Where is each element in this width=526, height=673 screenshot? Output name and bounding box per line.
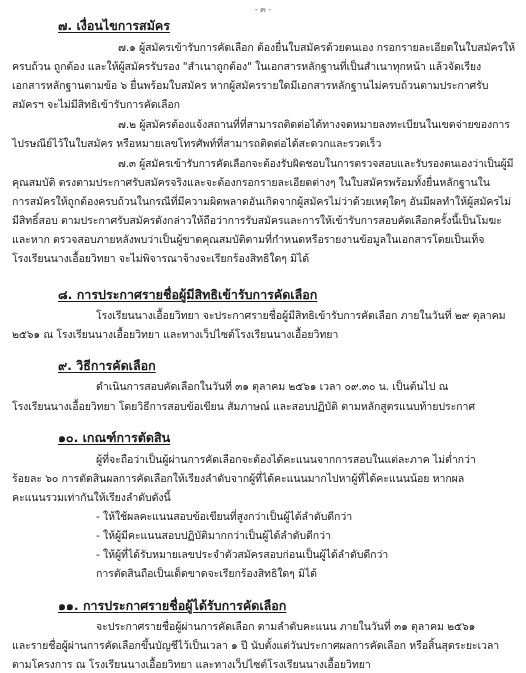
paragraph-line: การตัดสินถือเป็นเด็ดขาดจะเรียกร้องสิทธิใดๆ มิได้ [96, 568, 317, 580]
paragraph-line: สมัครฯ จะไม่มีสิทธิเข้ารับการคัดเลือก [12, 99, 180, 111]
paragraph-line: เอกสารหลักฐานตามข้อ ๖ ยื่นพร้อมใบสมัคร หากผู้สมัครรายใดมีเอกสารหลักฐานไม่ครบถ้วนตามประกาศรับ [12, 80, 489, 92]
criteria-bullet: - ให้ผู้ที่ได้รับหมายเลขประจำตัวสมัครสอบก่อนเป็นผู้ได้ลำดับดีกว่า [96, 549, 389, 561]
paragraph-line: ไปรษณีย์ไว้ในใบสมัคร หรือหมายเลขโทรศัพท์ที่สามารถติดต่อได้สะดวกและรวดเร็ว [12, 138, 382, 150]
paragraph-line: และรายชื่อผู้ผ่านการคัดเลือกขึ้นบัญชีไว้เป็นเวลา ๑ ปี นับตั้งแต่วันประกาศผลการคัดเลือก หรือสิ้นสุดระยะเวลา [12, 640, 500, 652]
paragraph-line: จะประกาศรายชื่อผู้ผ่านการคัดเลือก ตามลำดับคะแนน ภายในวันที่ ๓๑ ตุลาคม ๒๕๖๑ [96, 621, 476, 633]
section-title-selection-method: ๙. วิธีการคัดเลือก [58, 358, 156, 373]
paragraph-line: มีสิทธิ์สอบ ตามประกาศรับสมัครดังกล่าวให้ถือว่าการรับสมัครและการให้เข้ารับการสอบคัดเลือกครั้งนี้เป็นโมฆะ [12, 215, 502, 227]
section-title-eligible-list: ๘. การประกาศรายชื่อผู้มีสิทธิเข้ารับการคัดเลือก [58, 287, 318, 302]
criteria-bullet: - ให้ผู้มีคะแนนสอบปฏิบัติมากกว่าเป็นผู้ได้ลำดับดีกว่า [96, 530, 331, 542]
paragraph-line: คุณสมบัติ ตรงตามประกาศรับสมัครจริงและจะต้องกรอกรายละเอียดต่างๆ ในใบสมัครพร้อมทั้งยื่นหลักฐานใน [12, 177, 490, 189]
paragraph-line: ตามโครงการ ณ โรงเรียนนางเอื้อยวิทยา และทางเว็ปไซต์โรงเรียนนางเอื้อยวิทยา [12, 659, 371, 671]
paragraph-line: ดำเนินการสอบคัดเลือกในวันที่ ๓๑ ตุลาคม ๒๕๖๑ เวลา ๐๙.๓๐ น. เป็นต้นไป ณ [96, 381, 449, 393]
paragraph-line: โรงเรียนนางเอื้อยวิทยา จะไม่พิจารณาจ้างจะเรียกร้องสิทธิใดๆ มิได้ [12, 253, 309, 265]
section-title-judging-criteria: ๑๐. เกณฑ์การตัดสิน [58, 430, 171, 445]
paragraph-line: โรงเรียนนางเอื้อยวิทยา จะประกาศรายชื่อผู้มีสิทธิเข้ารับการคัดเลือก ภายในวันที่ ๒๙ ตุลาคม [96, 310, 506, 322]
page-number: - ๓ - [254, 5, 272, 14]
section-title-selected-list: ๑๑. การประกาศรายชื่อผู้ได้รับการคัดเลือก [58, 598, 287, 613]
paragraph-line: ๗.๒ ผู้สมัครต้องแจ้งสถานที่ที่สามารถติดต่อได้ทางจดหมายลงทะเบียนในเขตจ่ายของการ [118, 119, 510, 131]
paragraph-line: โรงเรียนนางเอื้อยวิทยา โดยวิธีการสอบข้อเขียน สัมภาษณ์ และสอบปฏิบัติ ตามหลักสูตรแนบท้ายประกาศ [12, 401, 475, 413]
paragraph-line: คะแนนรวมเท่ากันให้เรียงลำดับดังนี้ [12, 492, 171, 504]
paragraph-line: ๗.๑ ผู้สมัครเข้ารับการคัดเลือก ต้องยื่นใบสมัครด้วยตนเอง กรอกรายละเอียดในใบสมัครให้ [118, 42, 516, 54]
paragraph-line: ๗.๓ ผู้สมัครเข้ารับการคัดเลือกจะต้องรับผิดชอบในการตรวจสอบและรับรองตนเองว่าเป็นผู้มี [118, 158, 514, 170]
criteria-bullet: - ให้ใช้ผลคะแนนสอบข้อเขียนที่สูงกว่าเป็นผู้ได้ลำดับดีกว่า [96, 511, 353, 523]
paragraph-line: ครบถ้วน ถูกต้อง และให้ผู้สมัครรับรอง "สำเนาถูกต้อง" ในเอกสารหลักฐานที่เป็นสำเนาทุกหน้า แล้วจัดเรียง [12, 61, 482, 73]
paragraph-line: ผู้ที่จะถือว่าเป็นผู้ผ่านการคัดเลือกจะต้องได้คะแนนจากการสอบในแต่ละภาค ไม่ต่ำกว่า [96, 454, 476, 466]
paragraph-line: ๒๕๖๑ ณ โรงเรียนนางเอื้อยวิทยา และทางเว็ปไซต์โรงเรียนนางเอื้อยวิทยา [12, 329, 339, 341]
paragraph-line: และหาก ตรวจสอบภายหลังพบว่าเป็นผู้ขาดคุณสมบัติตามที่กำหนดหรือรายงานข้อมูลในเอกสารโดยเป็นเท็จ [12, 234, 485, 246]
section-title-conditions: ๗. เงื่อนไขการสมัคร [58, 18, 171, 33]
paragraph-line: การสมัครให้ถูกต้องครบถ้วนในกรณีที่มีความผิดพลาดอันเกิดจากผู้สมัครไม่ว่าด้วยเหตุใดๆ อันมีผลทำให้ผู้สมัครไม่ [12, 196, 512, 208]
paragraph-line: ร้อยละ ๖๐ การตัดสินผลการคัดเลือกให้เรียงลำดับจากผู้ที่ได้คะแนนมากไปหาผู้ที่ได้คะแนนน้อย หากผล [12, 473, 465, 485]
